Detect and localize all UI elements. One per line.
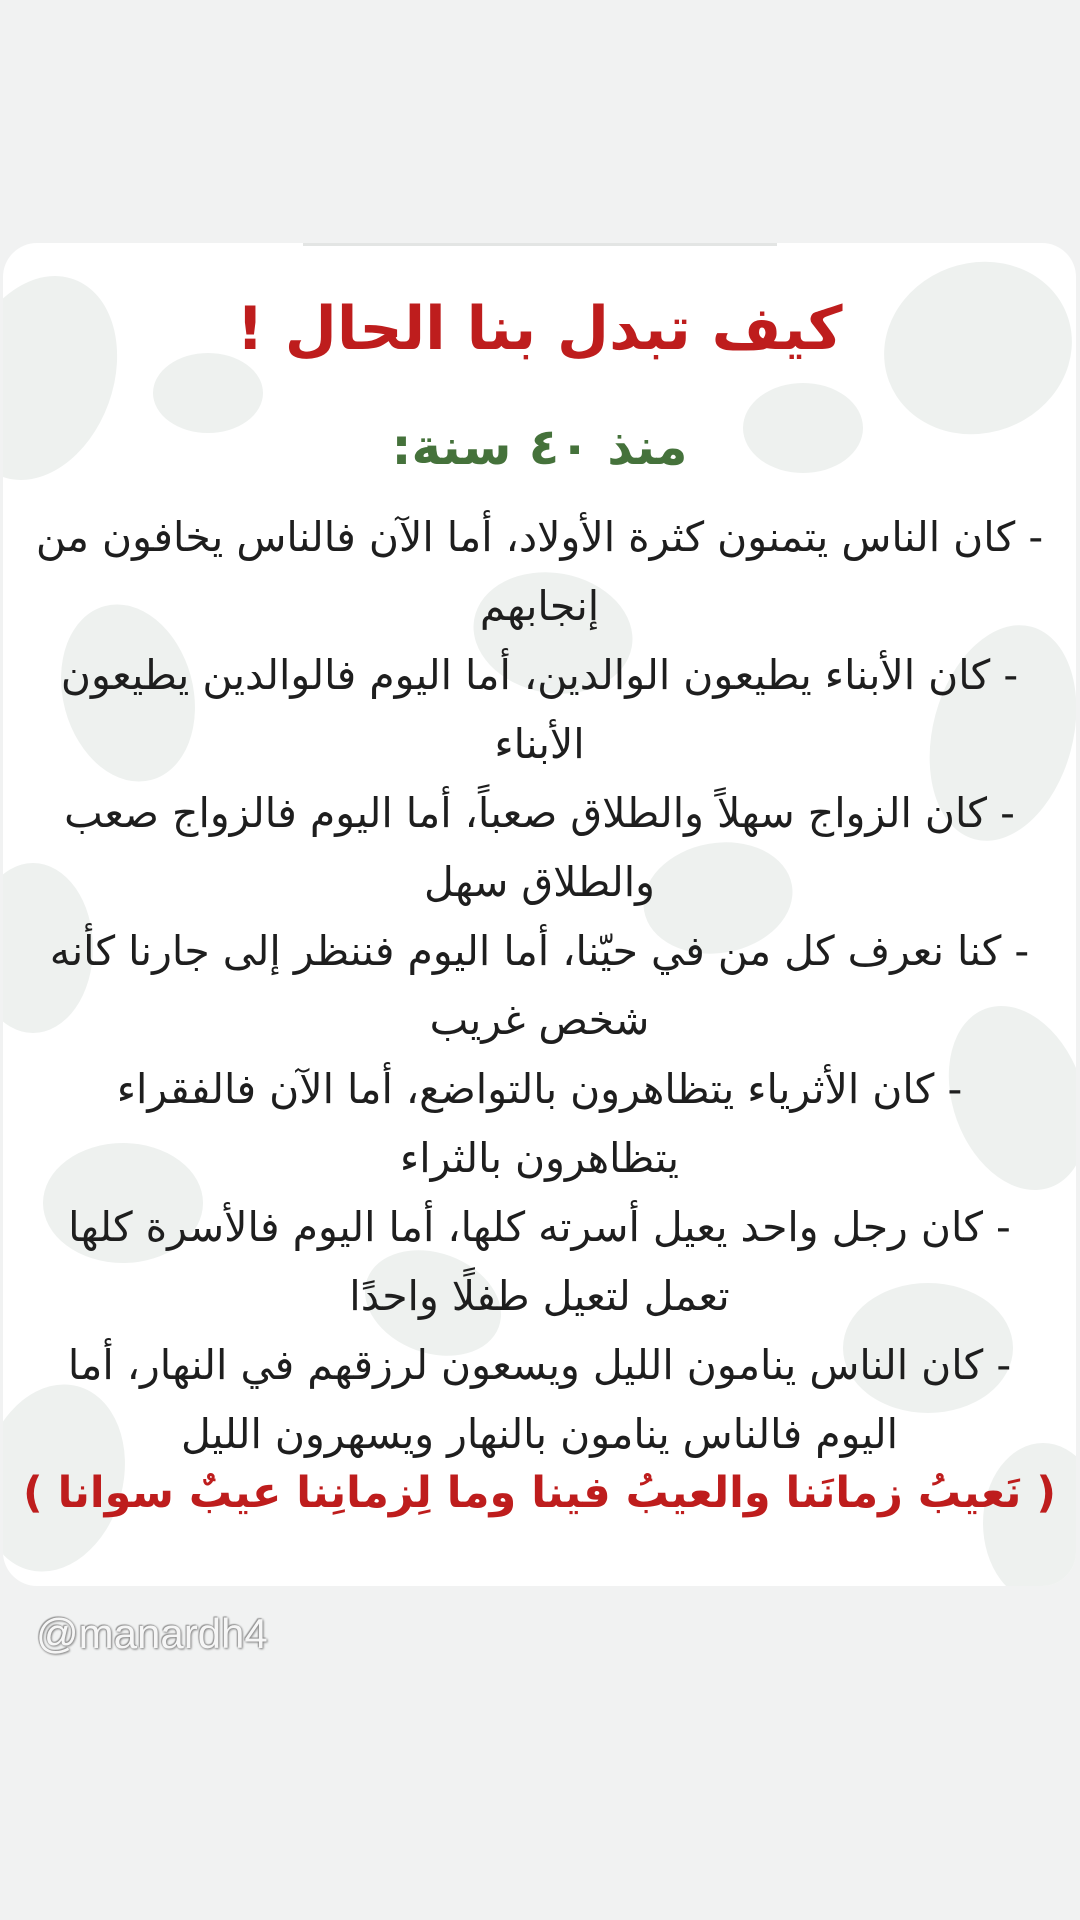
list-item: - كان الأثرياء يتظاهرون بالتواضع، أما الآن فالفقراء يتظاهرون بالثراء (116, 1065, 963, 1182)
list-item: - كان الناس ينامون الليل ويسعون لرزقهم في النهار، أما اليوم فالناس ينامون بالنهار ويسهرون الليل (67, 1341, 1012, 1458)
username-watermark: @manardh4 (36, 1610, 268, 1657)
list-item: - كنا نعرف كل من في حيّنا، أما اليوم فننظر إلى جارنا كأنه شخص غريب (49, 927, 1030, 1044)
post-content (3, 243, 1076, 1586)
comparison-list (33, 503, 1046, 1469)
post-title: كيف تبدل بنا الحال ! (236, 294, 843, 364)
list-item: - كان رجل واحد يعيل أسرته كلها، أما اليوم فالأسرة كلها تعمل لتعيل طفلًا واحدًا (68, 1203, 1011, 1320)
post-subtitle: منذ ٤٠ سنة: (391, 418, 688, 476)
list-item: - كان الزواج سهلاً والطلاق صعباً، أما اليوم فالزواج صعب والطلاق سهل (64, 789, 1015, 906)
closing-verse: ( نَعيبُ زمانَنا والعيبُ فينا وما لِزمانِنا عيبٌ سوانا ) (23, 1468, 1056, 1518)
list-item: - كان الأبناء يطيعون الوالدين، أما اليوم فالوالدين يطيعون الأبناء (60, 651, 1019, 768)
list-item: - كان الناس يتمنون كثرة الأولاد، أما الآن فالناس يخافون من إنجابهم (35, 513, 1044, 630)
post-card (3, 243, 1076, 1586)
